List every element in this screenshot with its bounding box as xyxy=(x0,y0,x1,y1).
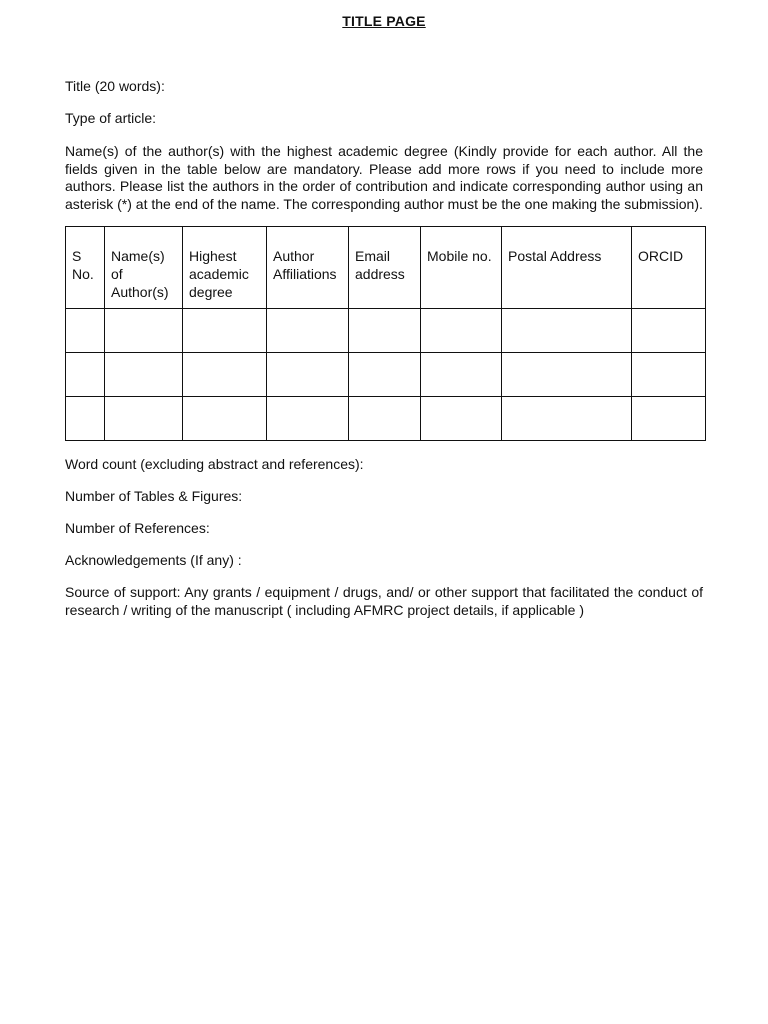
table-cell[interactable] xyxy=(66,309,105,353)
header-s-no xyxy=(66,227,105,309)
table-cell[interactable] xyxy=(183,309,267,353)
table-cell[interactable] xyxy=(421,353,502,397)
acknowledgements-field-label: Acknowledgements (If any) : xyxy=(65,552,242,568)
header-label: S No. xyxy=(72,248,94,282)
article-type-field-label: Type of article: xyxy=(65,110,157,126)
table-cell[interactable] xyxy=(183,353,267,397)
header-label: Postal Address xyxy=(508,248,602,264)
table-cell[interactable] xyxy=(267,397,349,441)
table-row xyxy=(66,353,706,397)
table-cell[interactable] xyxy=(632,397,706,441)
header-label: Highest academic degree xyxy=(189,248,249,300)
header-author-names xyxy=(105,227,183,309)
page-title: TITLE PAGE xyxy=(342,13,426,29)
author-details-table xyxy=(65,226,706,441)
table-cell[interactable] xyxy=(502,353,632,397)
table-cell[interactable] xyxy=(502,397,632,441)
table-cell[interactable] xyxy=(183,397,267,441)
table-cell[interactable] xyxy=(632,309,706,353)
header-academic-degree xyxy=(183,227,267,309)
table-cell[interactable] xyxy=(349,397,421,441)
header-mobile xyxy=(421,227,502,309)
references-field-label: Number of References: xyxy=(65,520,210,536)
table-header-row xyxy=(66,227,706,309)
source-of-support-paragraph: Source of support: Any grants / equipment / drugs, and/ or other support that facilitated the conduct of research / writing of the manuscript ( including AFMRC project details, if applicable ) xyxy=(65,584,703,618)
header-label: Author Affiliations xyxy=(273,248,337,282)
table-row xyxy=(66,397,706,441)
header-email xyxy=(349,227,421,309)
table-cell[interactable] xyxy=(105,309,183,353)
word-count-field-label: Word count (excluding abstract and references): xyxy=(65,456,364,472)
header-affiliations xyxy=(267,227,349,309)
table-cell[interactable] xyxy=(632,353,706,397)
table-cell[interactable] xyxy=(349,309,421,353)
table-cell[interactable] xyxy=(421,397,502,441)
table-cell[interactable] xyxy=(105,353,183,397)
header-label: Email address xyxy=(355,248,405,282)
table-cell[interactable] xyxy=(267,353,349,397)
title-field-label: Title (20 words): xyxy=(65,78,165,94)
tables-figures-field-label: Number of Tables & Figures: xyxy=(65,488,243,504)
header-label: Name(s) of Author(s) xyxy=(111,248,169,300)
table-row xyxy=(66,309,706,353)
table-cell[interactable] xyxy=(105,397,183,441)
table-cell[interactable] xyxy=(421,309,502,353)
table-cell[interactable] xyxy=(502,309,632,353)
table-cell[interactable] xyxy=(267,309,349,353)
header-orcid xyxy=(632,227,706,309)
header-postal-address xyxy=(502,227,632,309)
header-label: Mobile no. xyxy=(427,248,492,264)
header-label: ORCID xyxy=(638,248,684,264)
table-cell[interactable] xyxy=(66,353,105,397)
authors-instructions-paragraph: Name(s) of the author(s) with the highest academic degree (Kindly provide for each author. All the fields given in the table below are mandatory. Please add more rows if you need to include more authors. Please list the authors in the order of contribution and indicate corresponding author using an asterisk (*) at the end of the name. The corresponding author must be the one making the submission). xyxy=(65,143,703,212)
table-cell[interactable] xyxy=(66,397,105,441)
table-cell[interactable] xyxy=(349,353,421,397)
